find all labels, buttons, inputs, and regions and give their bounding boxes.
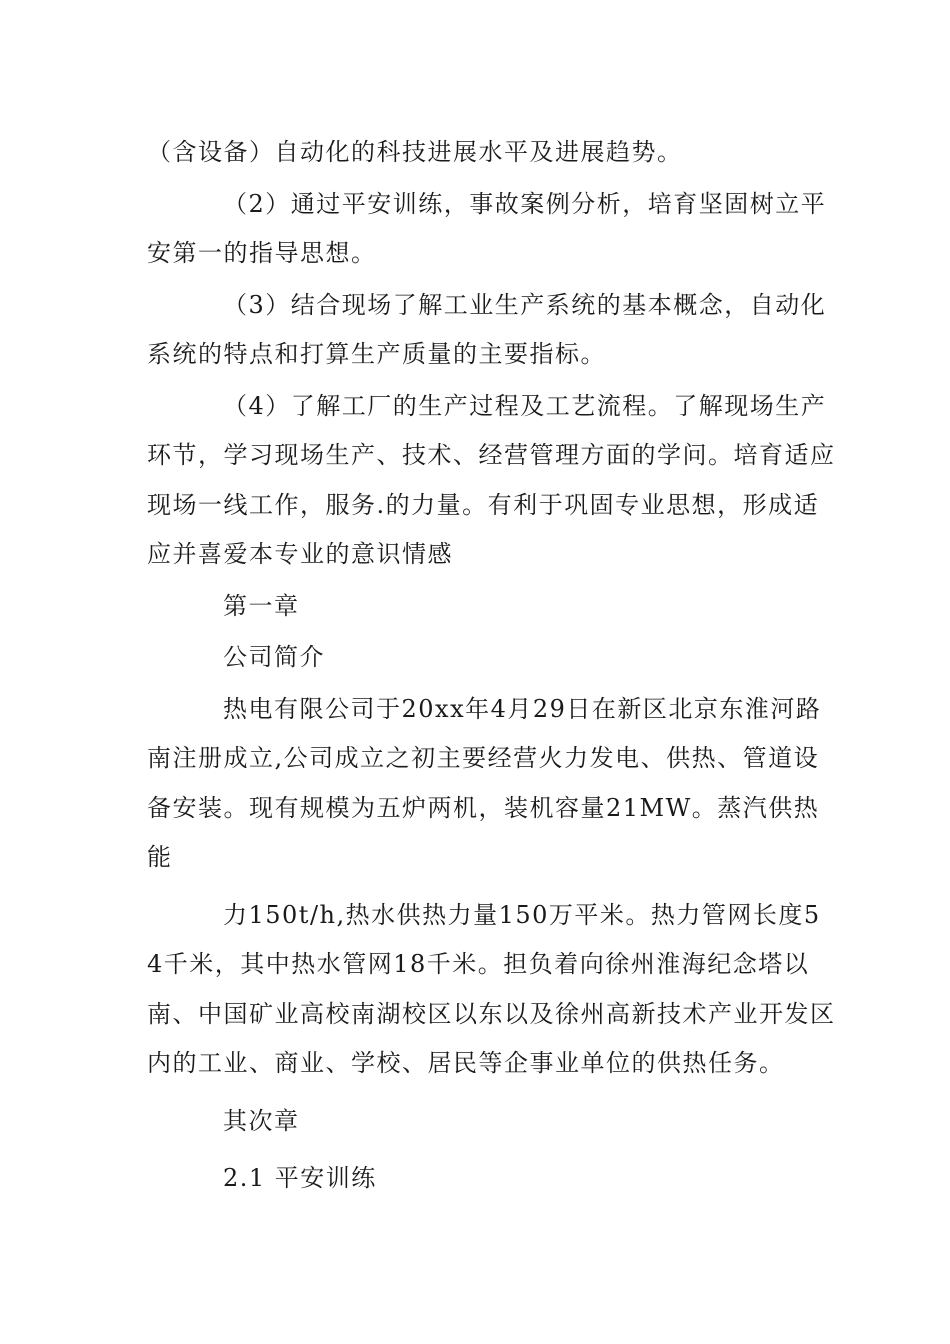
- paragraph-scope-continuation: （含设备）自动化的科技进展水平及进展趋势。: [147, 138, 683, 166]
- section-2-1-heading: 2.1 平安训练: [223, 1164, 377, 1192]
- chapter-1-heading: 第一章: [223, 591, 300, 620]
- paragraph-objective-3: （3）结合现场了解工业生产系统的基本概念，自动化系统的特点和打算生产质量的主要指标。: [147, 290, 827, 368]
- document-body: [147, 128, 837, 1204]
- paragraph-heating-capacity: 力150t/h,热水供热力量150万平米。热力管网长度54千米，其中热水管网18千米。担负着向徐州淮海纪念塔以南、中国矿业高校南湖校区以东以及徐州高新技术产业开发区内的工业、商业、学校、居民等企事业单位的供热任务。: [147, 900, 836, 1077]
- paragraph-company-intro: 热电有限公司于20xx年4月29日在新区北京东淮河路南注册成立,公司成立之初主要经营火力发电、供热、管道设备安装。现有规模为五炉两机，装机容量21MW。蒸汽供热能: [147, 694, 822, 871]
- section-company-profile-heading: 公司简介: [223, 643, 325, 671]
- chapter-2-heading: 其次章: [223, 1106, 300, 1135]
- paragraph-objective-4: （4）了解工厂的生产过程及工艺流程。了解现场生产环节，学习现场生产、技术、经营管理方面的学问。培育适应现场一线工作，服务.的力量。有利于巩固专业思想，形成适应并喜爱本专业的意识情感: [147, 391, 836, 568]
- paragraph-objective-2: （2）通过平安训练，事故案例分析，培育坚固树立平安第一的指导思想。: [147, 189, 827, 267]
